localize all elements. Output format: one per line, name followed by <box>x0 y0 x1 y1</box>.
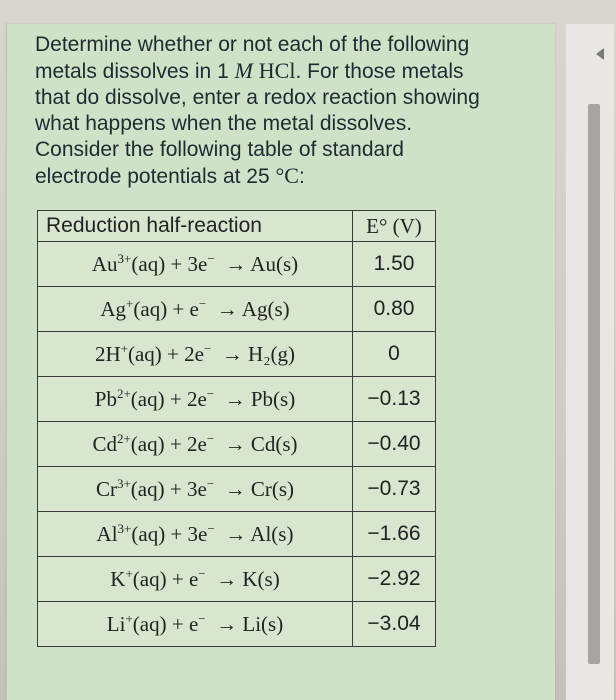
electrode-potentials-table <box>37 210 436 647</box>
product-species: Li(s) <box>242 612 284 636</box>
reactant-species: Pb <box>94 387 117 411</box>
molarity-unit: M <box>234 58 253 83</box>
product-species: Pb(s) <box>250 387 296 411</box>
reactant-species: Cd <box>92 432 117 456</box>
half-reaction-cell: $Au^{3+}(aq) + 3e^- \to Au(s)$ <box>38 242 353 287</box>
question-panel <box>6 24 555 700</box>
question-line-2-pre: metals dissolves in 1 <box>35 60 235 83</box>
question-line-5: Consider the following table of standard <box>35 138 404 161</box>
question-line-6-pre: electrode potentials at 25 <box>35 165 276 188</box>
question-line-6 <box>35 163 545 190</box>
reactant-species: Au <box>91 252 118 276</box>
chevron-left-icon[interactable] <box>596 48 604 60</box>
reactant-species: Ag <box>100 297 127 321</box>
table-row <box>38 512 436 557</box>
question-text <box>35 32 545 190</box>
product-species: Au(s) <box>250 252 299 276</box>
question-line-3: that do dissolve, enter a redox reaction showing <box>35 86 480 109</box>
product-species: K(s) <box>242 567 280 591</box>
potential-value: −2.92 <box>353 557 436 602</box>
half-reaction-cell: $Al^{3+}(aq) + 3e^- \to Al(s)$ <box>38 512 353 557</box>
potential-value: −1.66 <box>353 512 436 557</box>
reactant-charge: + <box>120 341 128 356</box>
table-header-row <box>38 211 436 242</box>
question-line-6-post: : <box>298 165 305 188</box>
potential-value: 0.80 <box>353 287 436 332</box>
electron-count: 3e <box>187 252 208 276</box>
electron-count: e <box>188 567 199 591</box>
potential-value: 1.50 <box>353 242 436 287</box>
potential-value: 0 <box>353 332 436 377</box>
table-row <box>38 557 436 602</box>
reactant-charge: 2+ <box>116 431 131 446</box>
question-line-2-post: . For those metals <box>295 60 464 83</box>
reactant-charge: 3+ <box>117 251 132 266</box>
reactant-species: 2H <box>94 342 121 366</box>
half-reaction-cell: $Cr^{3+}(aq) + 3e^- \to Cr(s)$ <box>38 467 353 512</box>
potential-value: −0.40 <box>353 422 436 467</box>
reactant-charge: + <box>125 566 133 581</box>
electron-count: 3e <box>187 522 208 546</box>
potential-value: −0.73 <box>353 467 436 512</box>
scrollbar-thumb[interactable] <box>588 104 600 664</box>
half-reaction-cell: Li+(aq) + e− → Li(s) <box>38 602 353 647</box>
electron-count: e <box>188 612 199 636</box>
electron-count: 2e <box>186 387 207 411</box>
reactant-species: Cr <box>95 477 117 501</box>
reactant-charge: 2+ <box>116 386 131 401</box>
question-line-2 <box>35 58 545 85</box>
electron-count: e <box>189 297 199 321</box>
header-half-reaction: Reduction half-reaction <box>38 211 353 242</box>
table-row <box>38 242 436 287</box>
half-reaction-cell: $Pb^{2+}(aq) + 2e^- \to Pb(s)$ <box>38 377 353 422</box>
potential-value: −0.13 <box>353 377 436 422</box>
table-row <box>38 467 436 512</box>
reactant-charge: 3+ <box>116 476 131 491</box>
table-row <box>38 287 436 332</box>
half-reaction-cell: 2H+(aq) + 2e− → H₂(g) <box>38 332 353 377</box>
half-reaction-cell: K+(aq) + e− → K(s) <box>38 557 353 602</box>
reactant-species: K <box>110 567 126 591</box>
half-reaction-cell: $Cd^{2+}(aq) + 2e^- \to Cd(s)$ <box>38 422 353 467</box>
product-species: Al(s) <box>250 522 294 546</box>
question-line-1: Determine whether or not each of the following <box>35 33 470 56</box>
product-species: Cr(s) <box>250 477 295 501</box>
temperature-unit: °C <box>275 163 299 188</box>
product-species: Cd(s) <box>250 432 298 456</box>
table-row <box>38 422 436 467</box>
reactant-species: Al <box>96 522 118 546</box>
reactant-species: Li <box>106 612 126 636</box>
product-species: H₂(g) <box>248 342 296 366</box>
electron-count: 2e <box>184 342 204 366</box>
half-reaction-cell: Ag+(aq) + e− → Ag(s) <box>38 287 353 332</box>
reactant-charge: 3+ <box>117 521 132 536</box>
question-line-4: what happens when the metal dissolves. <box>35 112 413 135</box>
reactant-charge: + <box>125 611 133 626</box>
acid-formula: HCl <box>258 58 296 83</box>
header-potential: E° (V) <box>353 211 436 242</box>
reactant-charge: + <box>126 296 134 311</box>
table-row <box>38 602 436 647</box>
table-row <box>38 377 436 422</box>
product-species: Ag(s) <box>241 297 290 321</box>
electron-count: 2e <box>186 432 207 456</box>
table-row <box>38 332 436 377</box>
potential-value: −3.04 <box>353 602 436 647</box>
electron-count: 3e <box>186 477 207 501</box>
